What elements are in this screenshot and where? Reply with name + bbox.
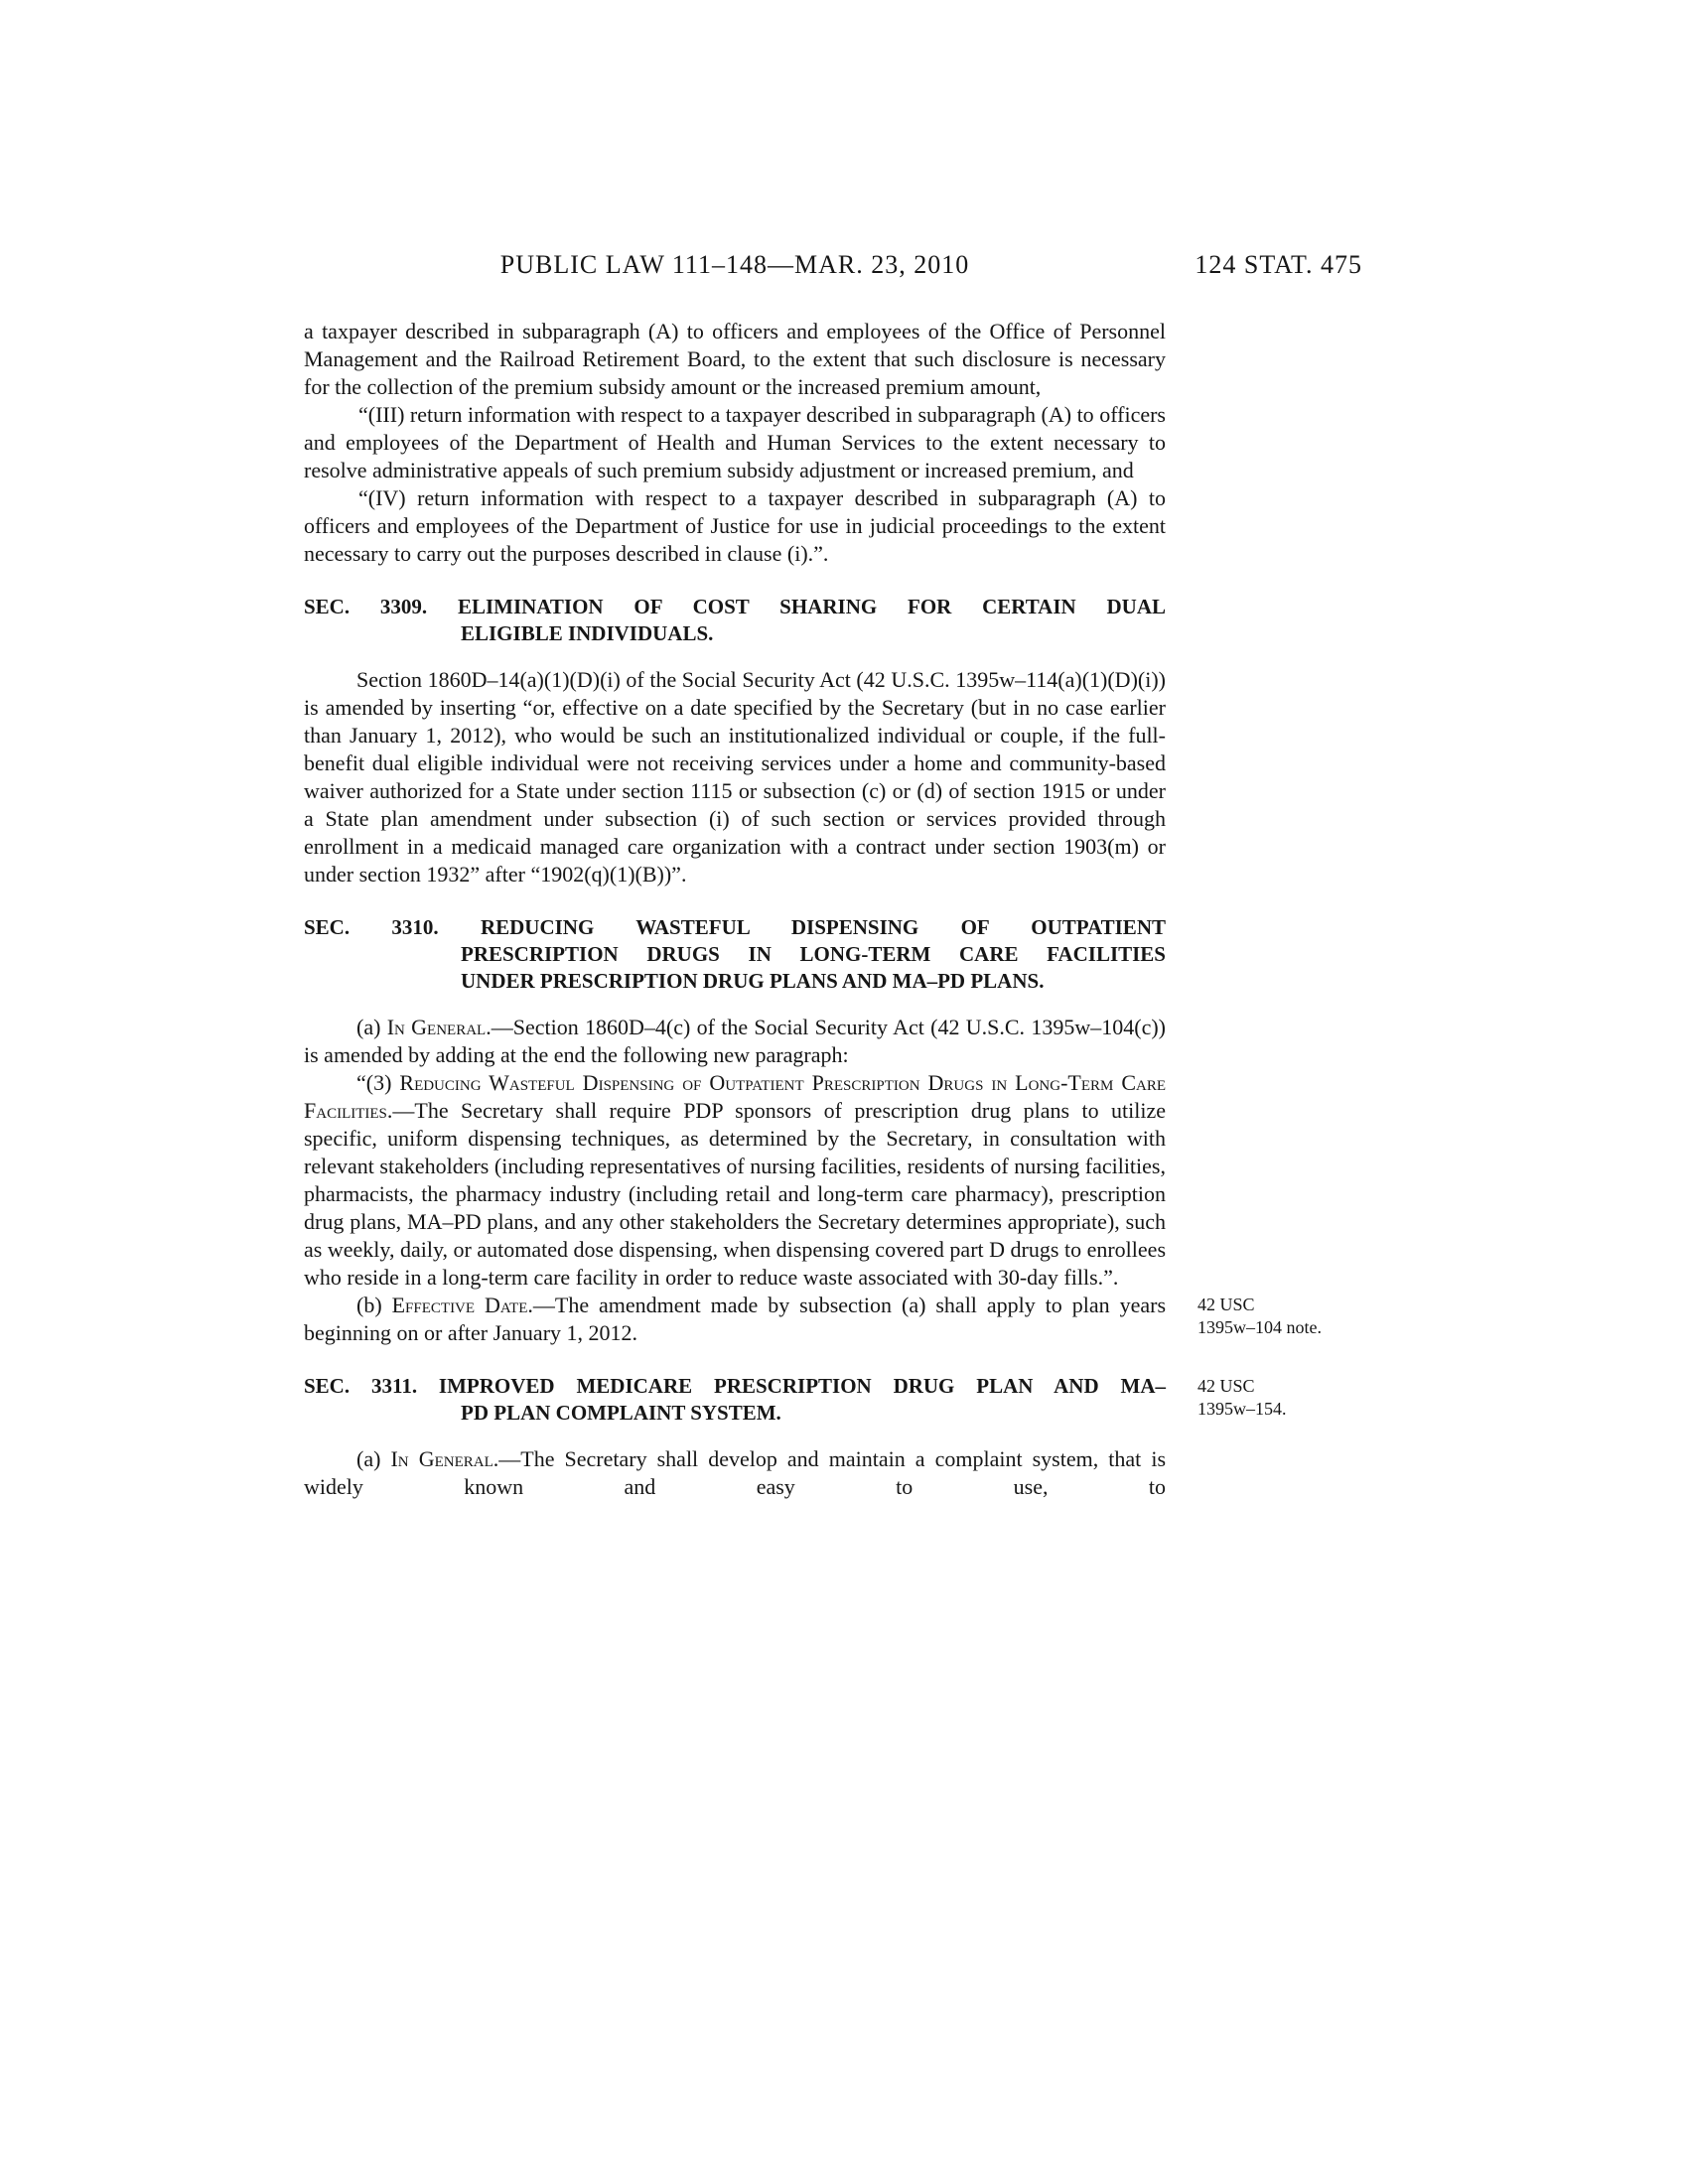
section-heading xyxy=(304,1373,1287,1427)
section-heading-line: UNDER PRESCRIPTION DRUG PLANS AND MA–PD PLANS. xyxy=(461,969,1045,993)
text-run: (a) xyxy=(356,1446,391,1471)
small-caps-run: Reducing Wasteful Dispensing of Outpatient Prescription Drugs in Long-Term Care Facilities xyxy=(304,1070,1167,1123)
margin-note xyxy=(1197,1375,1406,1421)
section-heading-line: SEC. 3311. IMPROVED MEDICARE PRESCRIPTION DRUG PLAN AND MA– xyxy=(304,1374,1166,1398)
running-head-stat-number: 124 STAT. 475 xyxy=(1195,250,1362,279)
small-caps-run: In General xyxy=(390,1446,493,1471)
small-caps-run: Effective Date xyxy=(391,1293,528,1317)
text-run: a taxpayer described in subparagraph (A) to officers and employees of the Office of Personnel Management and the Railroad Retirement Board, to the extent that such disclosure is necessary for the collection of the premium subsidy amount or the increased premium amount, xyxy=(304,319,1166,399)
body-paragraph xyxy=(304,1445,1166,1501)
section-heading-line: SEC. 3309. ELIMINATION OF COST SHARING FOR CERTAIN DUAL xyxy=(304,595,1166,618)
text-run: .—The Secretary shall require PDP sponsors of prescription drug plans to utilize specific, uniform dispensing techniques, as determined by the Secretary, in consultation with relevant stakeholders (including representatives of nursing facilities, residents of nursing facilities, pharmacists, the pharmacy industry (including retail and long-term care pharmacy), prescription drug plans, MA–PD plans, and any other stakeholders the Secretary determines appropriate), such as weekly, daily, or automated dose dispensing, when dispensing covered part D drugs to enrollees who reside in a long-term care facility in order to reduce waste associated with 30-day fills.”. xyxy=(304,1098,1166,1290)
small-caps-run: In General xyxy=(386,1015,487,1039)
margin-note-line: 1395w–104 note. xyxy=(1197,1317,1322,1337)
margin-note-line: 42 USC xyxy=(1197,1376,1255,1396)
text-run: Section 1860D–14(a)(1)(D)(i) of the Social Security Act (42 U.S.C. 1395w–114(a)(1)(D)(i)) is amended by inserting “or, effective on a date specified by the Secretary (but in no case earlier than January 1, 2012), who would be such an institutionalized individual or couple, if the full-benefit dual eligible individual were not receiving services under a home and community-based waiver authorized for a State under section 1115 or subsection (c) or (d) of section 1915 or under a State plan amendment under subsection (i) of such section or services provided through enrollment in a medicaid managed care organization with a contract under section 1903(m) or under section 1932” after “1902(q)(1)(B))”. xyxy=(304,667,1166,887)
section-heading-line: SEC. 3310. REDUCING WASTEFUL DISPENSING OF OUTPATIENT xyxy=(304,915,1166,939)
section-heading-line: ELIGIBLE INDIVIDUALS. xyxy=(461,621,714,645)
body-paragraph xyxy=(304,666,1166,888)
page-header xyxy=(304,250,1362,282)
margin-note-line: 42 USC xyxy=(1197,1295,1255,1314)
text-run: .—The Secretary shall develop and maintain a complaint system, that is widely known and easy to use, to xyxy=(304,1446,1166,1499)
section-heading-line: PRESCRIPTION DRUGS IN LONG-TERM CARE FACILITIES xyxy=(461,942,1166,966)
quoted-paragraph xyxy=(304,401,1166,484)
quoted-paragraph xyxy=(304,484,1166,568)
text-run: “(3) xyxy=(356,1070,400,1095)
text-run: .—Section 1860D–4(c) of the Social Security Act (42 U.S.C. 1395w–104(c)) is amended by adding at the end the following new paragraph: xyxy=(304,1015,1166,1067)
section-heading xyxy=(304,594,1166,647)
section-heading xyxy=(304,914,1166,995)
text-run: (a) xyxy=(356,1015,387,1039)
text-run: (b) xyxy=(356,1293,392,1317)
body-paragraph xyxy=(304,1292,1322,1347)
margin-note xyxy=(1197,1294,1406,1339)
running-head-law-title: PUBLIC LAW 111–148—MAR. 23, 2010 xyxy=(499,250,970,279)
section-heading-line: PD PLAN COMPLAINT SYSTEM. xyxy=(461,1401,781,1425)
text-run: .—The amendment made by subsection (a) shall apply to plan years beginning on or after January 1, 2012. xyxy=(304,1293,1166,1345)
margin-note-line: 1395w–154. xyxy=(1197,1399,1287,1419)
body-paragraph xyxy=(304,1014,1166,1069)
quoted-paragraph xyxy=(304,318,1166,401)
text-run: “(III) return information with respect to a taxpayer described in subparagraph (A) to officers and employees of the Department of Health and Human Services to the extent necessary to resolve administrative appeals of such premium subsidy adjustment or increased premium, and xyxy=(304,402,1166,482)
indented-paragraph xyxy=(304,1069,1166,1292)
text-column xyxy=(304,318,1322,1501)
text-run: “(IV) return information with respect to a taxpayer described in subparagraph (A) to officers and employees of the Department of Justice for use in judicial proceedings to the extent necessary to carry out the purposes described in clause (i).”. xyxy=(304,485,1166,566)
